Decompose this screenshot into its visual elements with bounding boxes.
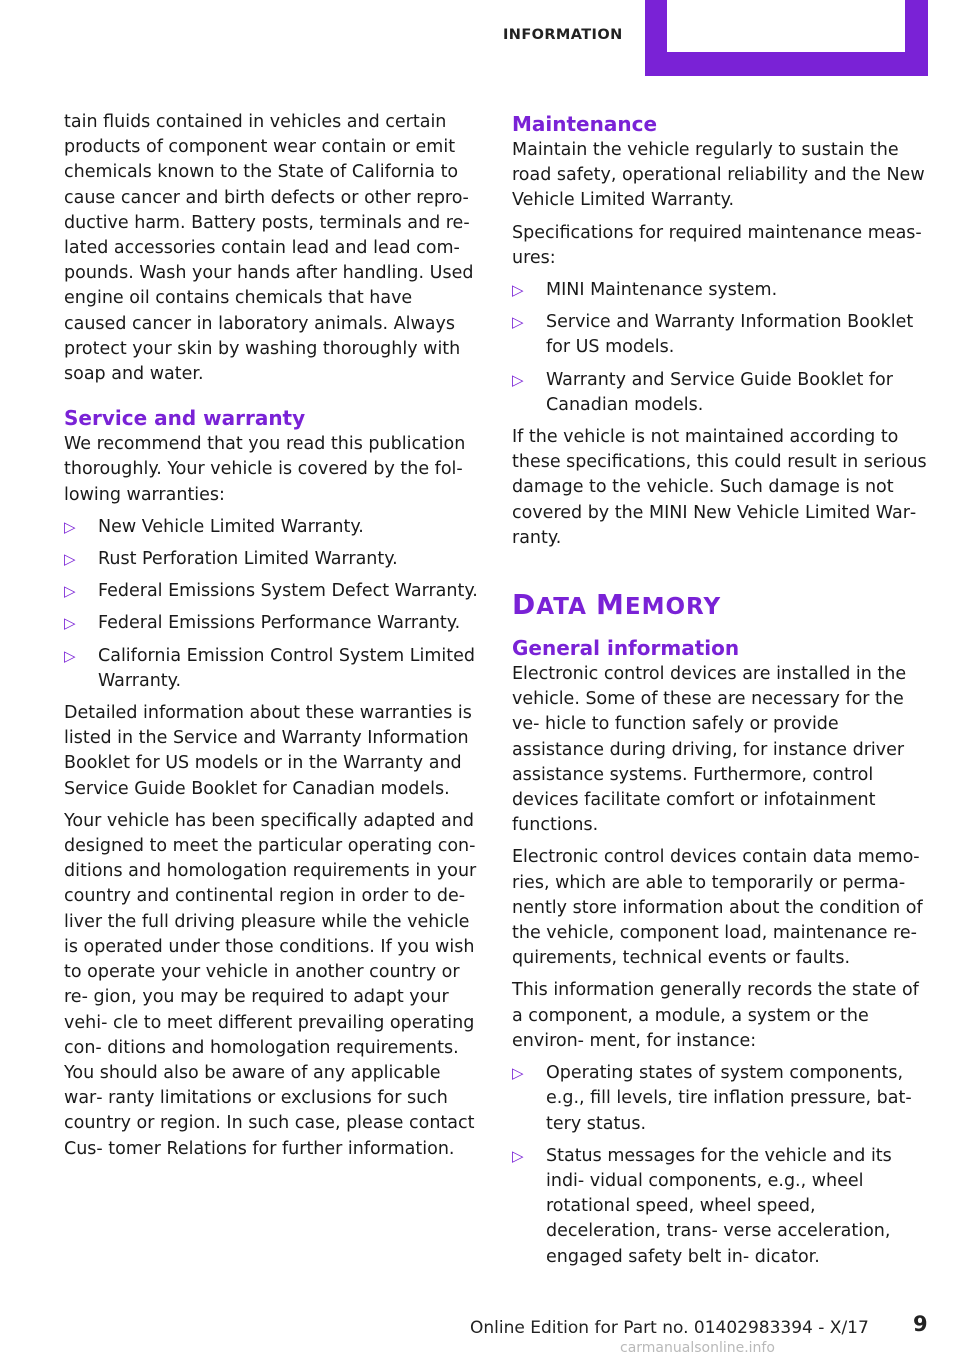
list-item-text: New Vehicle Limited Warranty. [98,516,364,537]
triangle-bullet-icon: ▷ [512,281,524,300]
right-column [512,110,928,1277]
list-item-text: Operating states of system components, e.g., fill levels, tire inflation pressure, bat‐ tery status. [546,1063,912,1134]
triangle-bullet-icon: ▷ [512,1146,524,1165]
general-paragraph-1: Electronic control devices are installed in the vehicle. Some of these are necessary for the ve‐ hicle to function safely or provide assistance during driving, for instance driver assistance systems. Furthermore, control devices facilitate comfort or infotainment functions. [512,664,907,836]
general-paragraph-3: This information generally records the state of a component, a module, a system or the environ‐ ment, for instance: [512,980,919,1051]
general-paragraph-2: Electronic control devices contain data memo‐ ries, which are able to temporarily or perma‐ nently store information about the condition of the vehicle, component load, maintenance re‐ quirements, technical events or faults. [512,847,923,969]
warranty-list [64,515,480,694]
triangle-bullet-icon: ▷ [64,614,76,633]
title-smallcaps: EMORY [624,594,722,621]
list-item [64,644,480,694]
maintenance-paragraph-2: Specifications for required maintenance meas‐ ures: [512,222,922,268]
list-item [512,1061,928,1137]
list-item-text: Status messages for the vehicle and its indi‐ vidual components, e.g., wheel rotational speed, wheel speed, deceleration, trans‐ verse acceleration, engaged safety belt in‐ dicator. [546,1145,892,1267]
triangle-bullet-icon: ▷ [512,370,524,389]
list-item [512,1144,928,1270]
list-item [64,515,480,540]
triangle-bullet-icon: ▷ [512,313,524,332]
list-item [64,579,480,604]
intro-paragraph: tain fluids contained in vehicles and certain products of component wear contain or emit chemicals known to the State of California to cause cancer and birth defects or other repro‐ ductive harm. Battery posts, terminals and re‐ lated accessories contain lead and lead com‐ pounds. Wash your hands after handling. Used engine oil contains chemicals that have caused cancer in laboratory animals. Always protect your skin by washing thoroughly with soap and water. [64,112,474,385]
triangle-bullet-icon: ▷ [512,1064,524,1083]
page-number: 9 [913,1312,928,1336]
watermark: carmanualsonline.info [620,1340,775,1356]
triangle-bullet-icon: ▷ [64,582,76,601]
left-column [64,110,480,1169]
maintenance-paragraph-3: If the vehicle is not maintained according to these specifications, this could result in serious damage to the vehicle. Such damage is not covered by the MINI New Vehicle Limited War‐ ranty. [512,427,927,548]
general-information-heading: General information [512,636,740,661]
list-item [512,310,928,360]
list-item [64,611,480,636]
list-item-text: Warranty and Service Guide Booklet for Canadian models. [546,369,893,415]
maintenance-paragraph-1: Maintain the vehicle regularly to sustain the road safety, operational reliability and the New Vehicle Limited Warranty. [512,140,925,211]
triangle-bullet-icon: ▷ [64,550,76,569]
service-paragraph-1: We recommend that you read this publication thoroughly. Your vehicle is covered by the fol‐ lowing warranties: [64,434,466,505]
list-item [64,547,480,572]
service-paragraph-2: Detailed information about these warranties is listed in the Service and Warranty Information Booklet for US models or in the Warranty and Service Guide Booklet for Canadian models. [64,703,472,799]
title-smallcaps: ATA [536,594,596,621]
section-tab-inner [667,0,905,52]
section-header-label: INFORMATION [503,27,623,43]
list-item [512,368,928,418]
maintenance-heading: Maintenance [512,112,658,136]
title-initial: D [512,588,537,622]
triangle-bullet-icon: ▷ [64,517,76,536]
list-item-text: Rust Perforation Limited Warranty. [98,549,398,570]
service-warranty-heading: Service and warranty [64,406,306,431]
general-list [512,1061,928,1270]
title-initial: M [595,588,625,622]
list-item [512,278,928,303]
service-paragraph-3: Your vehicle has been specifically adapted and designed to meet the particular operating con‐ ditions and homologation requirements in your country and continental region in order to de‐ liver the full driving pleasure while the vehicle is operated under those conditions. If you wish to operate your vehicle in another country or re‐ gion, you may be required to adapt your vehi‐ cle to meet different prevailing operating con‐ ditions and homologation requirements. You should also be aware of any applicable war‐ ranty limitations or exclusions for such country or region. In such case, please contact Cus‐ tomer Relations for further information. [64,810,477,1159]
list-item-text: California Emission Control System Limited Warranty. [98,645,475,691]
triangle-bullet-icon: ▷ [64,646,76,665]
section-tab-marker [645,0,928,76]
list-item-text: MINI Maintenance system. [546,280,778,301]
data-memory-title [512,588,928,624]
list-item-text: Federal Emissions System Defect Warranty. [98,581,478,602]
list-item-text: Federal Emissions Performance Warranty. [98,613,461,634]
maintenance-list [512,278,928,418]
footer-edition: Online Edition for Part no. 01402983394 - X/17 [470,1318,869,1338]
list-item-text: Service and Warranty Information Booklet for US models. [546,312,914,358]
